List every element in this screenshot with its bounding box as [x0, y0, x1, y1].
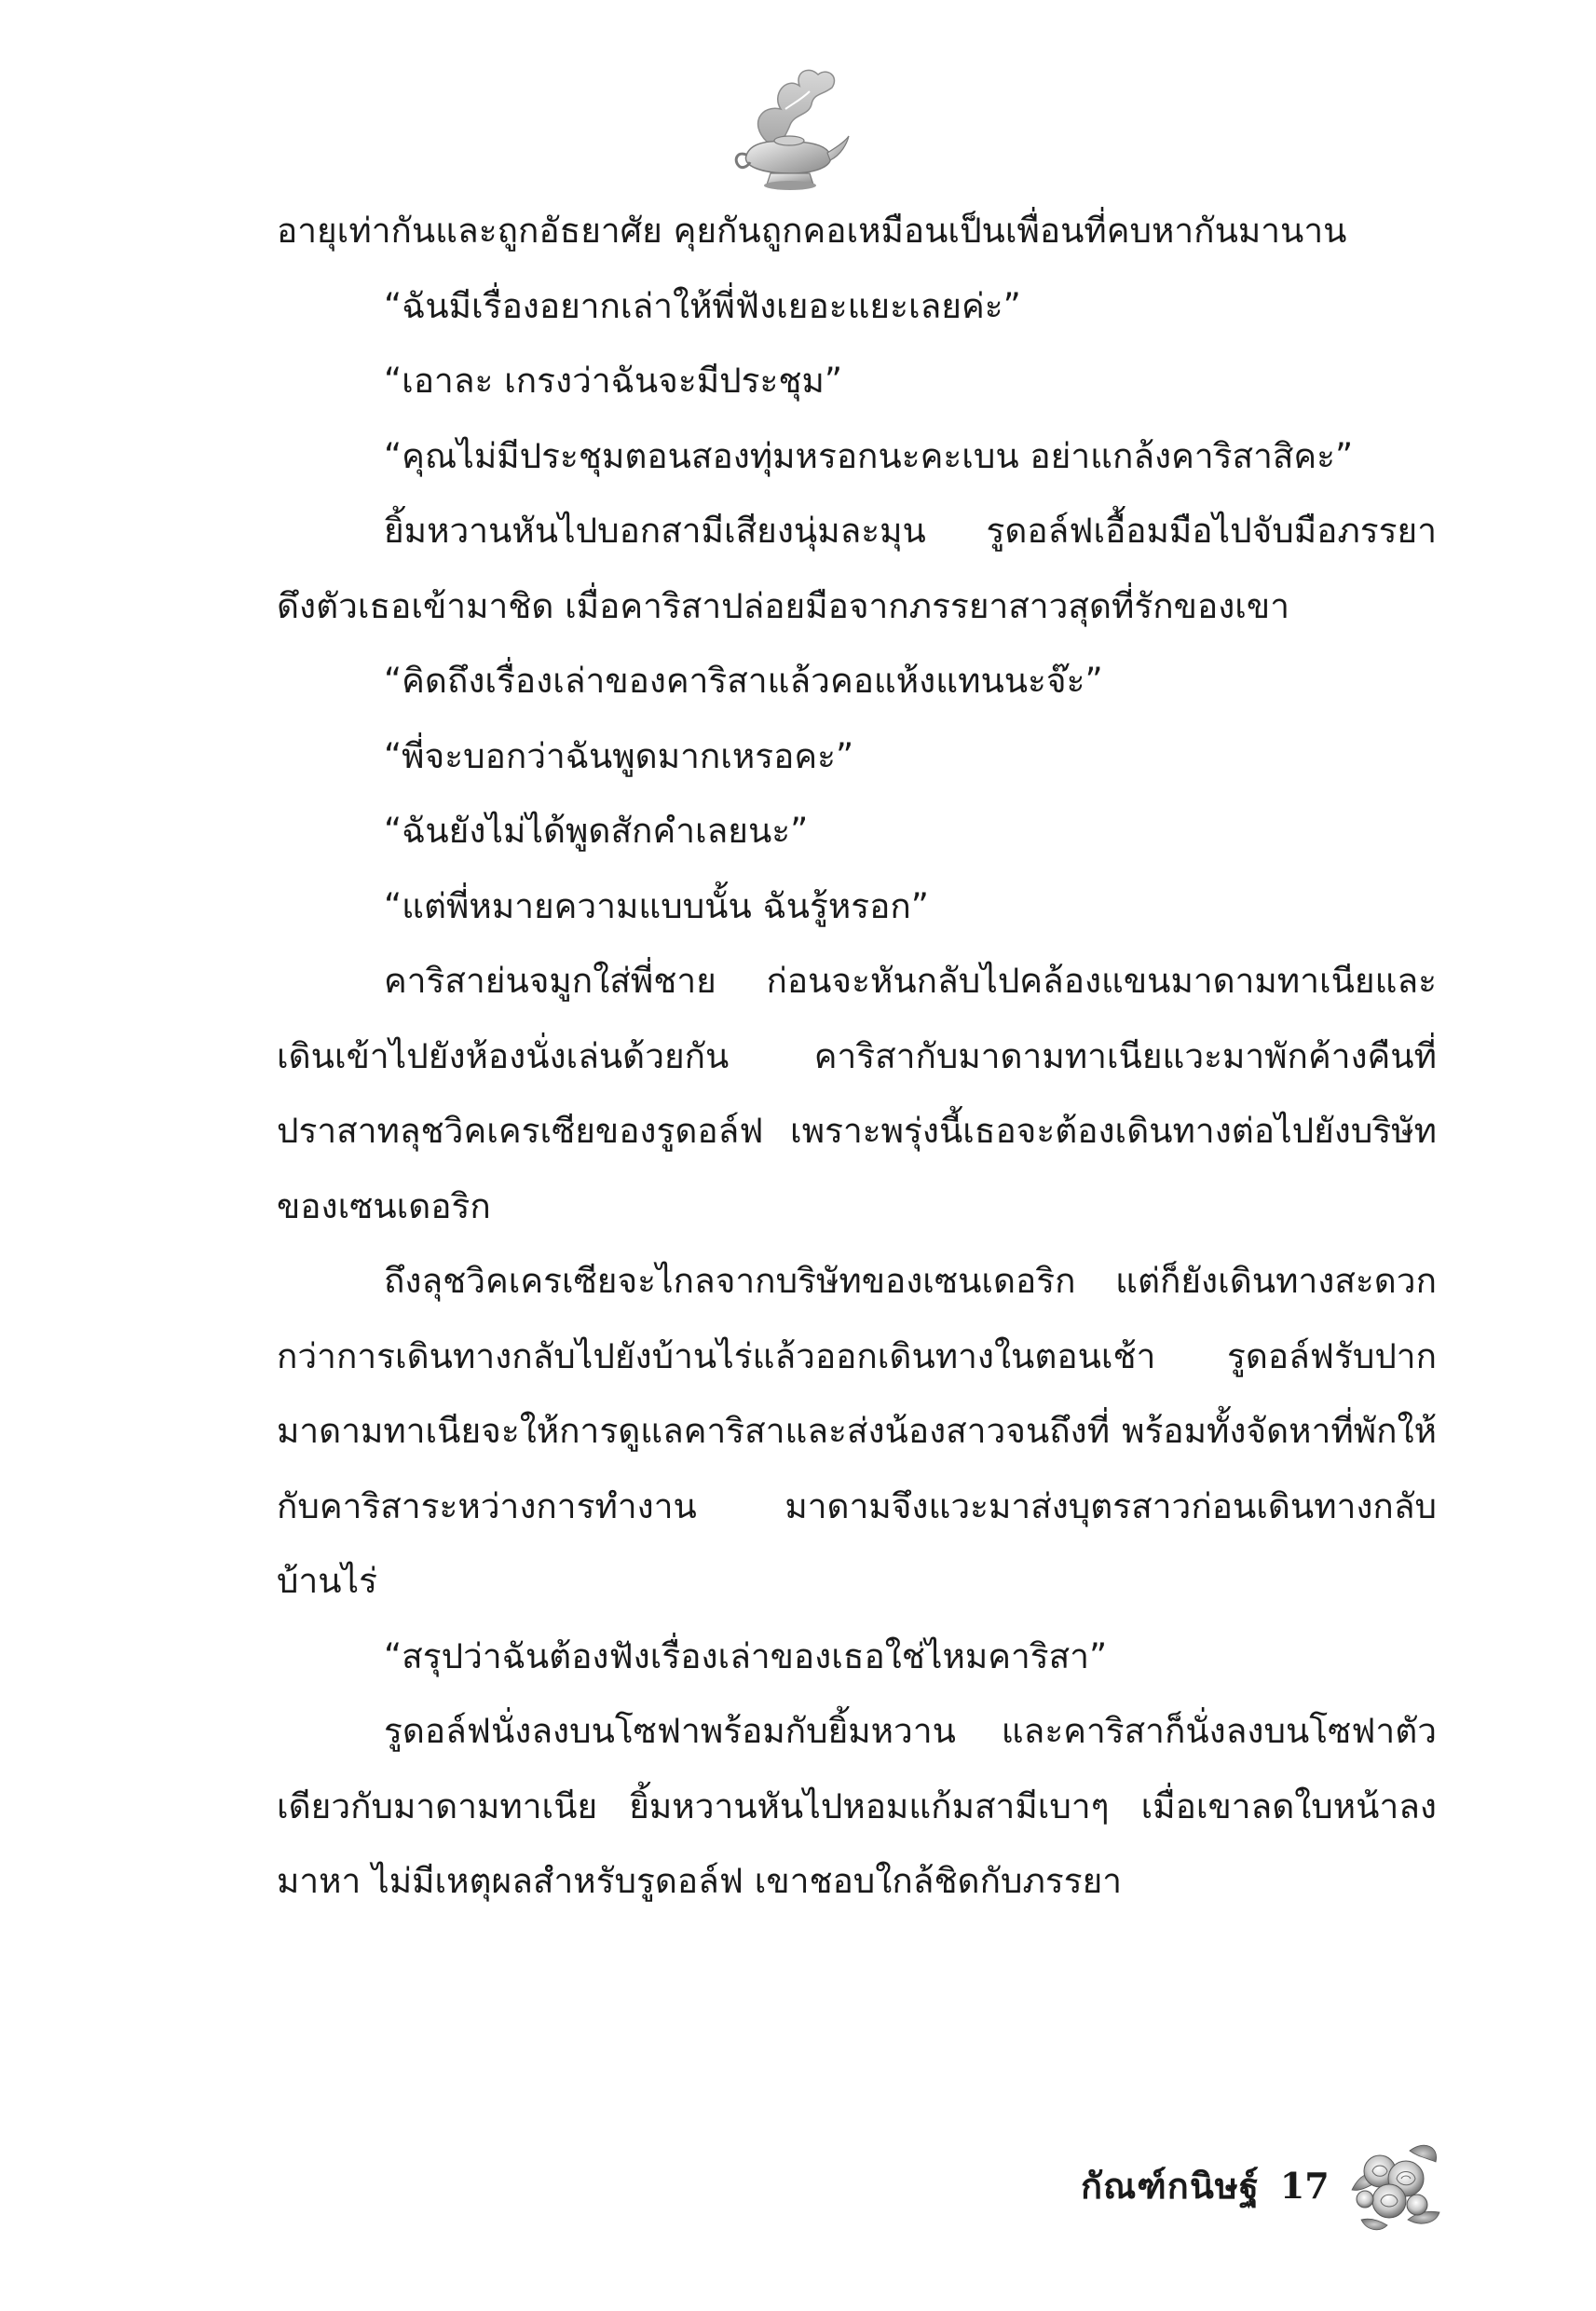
book-title: กัณฑ์กนิษฐ์ — [1081, 2164, 1260, 2207]
paragraph: ยิ้มหวานหันไปบอกสามีเสียงนุ่มละมุน รูดอล์ฟเอื้อมมือไปจับมือภรรยา ดึงตัวเธอเข้ามาชิด เมื่อคาริสาปล่อยมือจากภรรยาสาวสุดที่รักของเขา — [277, 511, 1437, 626]
rose-bouquet-icon — [1343, 2134, 1445, 2236]
paragraph: “ฉันมีเรื่องอยากเล่าให้พี่ฟังเยอะแยะเลยค่ะ” — [384, 285, 1021, 326]
page-number: 17 — [1279, 2164, 1330, 2207]
paragraph: ถึงลุชวิคเครเซียจะไกลจากบริษัทของเซนเดอริก แต่ก็ยังเดินทางสะดวกกว่าการเดินทางกลับไปยังบ้านไร่แล้วออกเดินทางในตอนเช้า รูดอล์ฟรับปากมาดามทาเนียจะให้การดูแลคาริสาและส่งน้องสาวจนถึงที่ พร้อมทั้งจัดหาที่พักให้กับคาริสาระหว่างการทำงาน มาดามจึงแวะมาส่งบุตรสาวก่อนเดินทางกลับบ้านไร่ — [277, 1261, 1437, 1601]
paragraph: รูดอล์ฟนั่งลงบนโซฟาพร้อมกับยิ้มหวาน และคาริสาก็นั่งลงบนโซฟาตัวเดียวกับมาดามทาเนีย ยิ้มหวานหันไปหอมแก้มสามีเบาๆ เมื่อเขาลดใบหน้าลงมาหา ไม่มีเหตุผลสำหรับรูดอล์ฟ เขาชอบใกล้ชิดกับภรรยา — [277, 1711, 1437, 1901]
paragraph: “คิดถึงเรื่องเล่าของคาริสาแล้วคอแห้งแทนนะจ๊ะ” — [384, 661, 1103, 701]
paragraph: “พี่จะบอกว่าฉันพูดมากเหรอคะ” — [384, 735, 854, 776]
paragraph: “แต่พี่หมายความแบบนั้น ฉันรู้หรอก” — [384, 885, 929, 926]
body-text — [277, 194, 1437, 1920]
paragraph: อายุเท่ากันและถูกอัธยาศัย คุยกันถูกคอเหมือนเป็นเพื่อนที่คบหากันมานาน — [277, 211, 1347, 251]
page-footer — [1081, 2134, 1445, 2236]
magic-lamp-icon — [730, 58, 851, 198]
paragraph: “เอาละ เกรงว่าฉันจะมีประชุม” — [384, 361, 843, 401]
paragraph: “คุณไม่มีประชุมตอนสองทุ่มหรอกนะคะเบน อย่าแกล้งคาริสาสิคะ” — [384, 435, 1354, 476]
paragraph: คาริสาย่นจมูกใส่พี่ชาย ก่อนจะหันกลับไปคล้องแขนมาดามทาเนียและเดินเข้าไปยังห้องนั่งเล่นด้วยกัน คาริสากับมาดามทาเนียแวะมาพักค้างคืนที่ปราสาทลุชวิคเครเซียของรูดอล์ฟ เพราะพรุ่งนี้เธอจะต้องเดินทางต่อไปยังบริษัทของเซนเดอริก — [277, 961, 1437, 1226]
paragraph: “ฉันยังไม่ได้พูดสักคำเลยนะ” — [384, 811, 809, 851]
paragraph: “สรุปว่าฉันต้องฟังเรื่องเล่าของเธอใช่ไหมคาริสา” — [384, 1635, 1108, 1676]
